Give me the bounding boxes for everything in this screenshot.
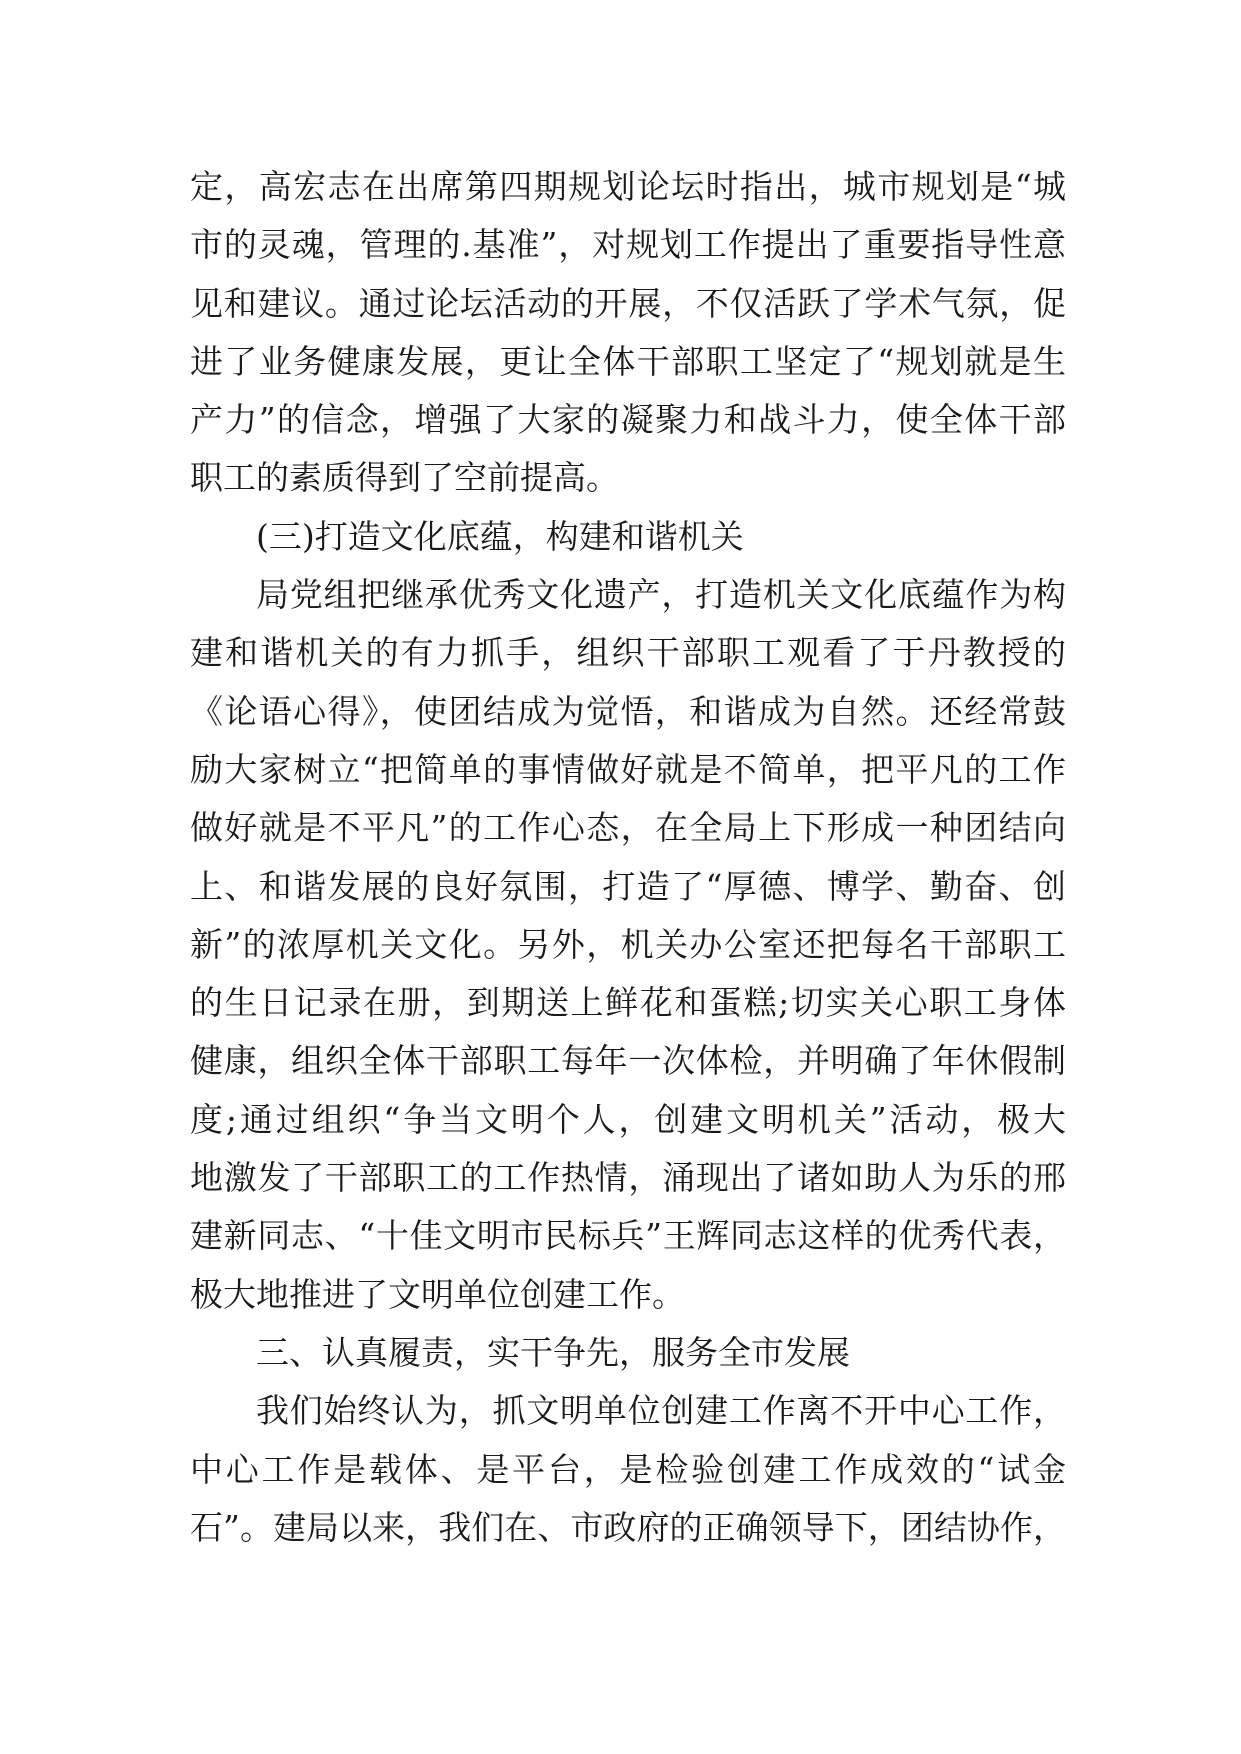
text-line: 中心工作是载体、是平台，是检验创建工作成效的“试金 xyxy=(190,1449,1066,1489)
text-line: 的生日记录在册，到期送上鲜花和蛋糕;切实关心职工身体 xyxy=(190,983,1066,1023)
text-line: 《论语心得》，使团结成为觉悟，和谐成为自然。还经常鼓 xyxy=(190,691,1066,731)
text-line: 局党组把继承优秀文化遗产，打造机关文化底蕴作为构 xyxy=(256,575,1066,615)
text-line: 产力”的信念，增强了大家的凝聚力和战斗力，使全体干部 xyxy=(190,400,1066,440)
text-line: 做好就是不平凡”的工作心态，在全局上下形成一种团结向 xyxy=(190,808,1066,848)
text-line: 健康，组织全体干部职工每年一次体检，并明确了年休假制 xyxy=(190,1041,1066,1081)
text-line: 石”。建局以来，我们在、市政府的正确领导下，团结协作， xyxy=(190,1507,1066,1547)
text-line: 励大家树立“把简单的事情做好就是不简单，把平凡的工作 xyxy=(190,749,1066,789)
text-line: 市的灵魂，管理的.基准”，对规划工作提出了重要指导性意 xyxy=(190,225,1066,265)
text-line: 职工的素质得到了空前提高。 xyxy=(190,458,619,498)
text-line: (三)打造文化底蕴，构建和谐机关 xyxy=(256,516,744,556)
text-line: 建新同志、“十佳文明市民标兵”王辉同志这样的优秀代表， xyxy=(190,1216,1066,1256)
text-line: 极大地推进了文明单位创建工作。 xyxy=(190,1274,685,1314)
text-line: 我们始终认为，抓文明单位创建工作离不开中心工作， xyxy=(256,1391,1066,1431)
text-line: 定，高宏志在出席第四期规划论坛时指出，城市规划是“城 xyxy=(190,167,1066,206)
text-line: 度;通过组织“争当文明个人，创建文明机关”活动，极大 xyxy=(190,1099,1066,1139)
text-line: 上、和谐发展的良好氛围，打造了“厚德、博学、勤奋、创 xyxy=(190,866,1066,906)
text-line: 三、认真履责，实干争先，服务全市发展 xyxy=(256,1332,850,1372)
text-line: 新”的浓厚机关文化。另外，机关办公室还把每名干部职工 xyxy=(190,924,1066,964)
text-line: 地激发了干部职工的工作热情，涌现出了诸如助人为乐的邢 xyxy=(190,1158,1066,1198)
text-line: 见和建议。通过论坛活动的开展，不仅活跃了学术气氛，促 xyxy=(190,283,1066,323)
text-line: 建和谐机关的有力抓手，组织干部职工观看了于丹教授的 xyxy=(190,633,1066,673)
body-text xyxy=(190,158,1066,1557)
text-line: 进了业务健康发展，更让全体干部职工坚定了“规划就是生 xyxy=(190,341,1066,381)
